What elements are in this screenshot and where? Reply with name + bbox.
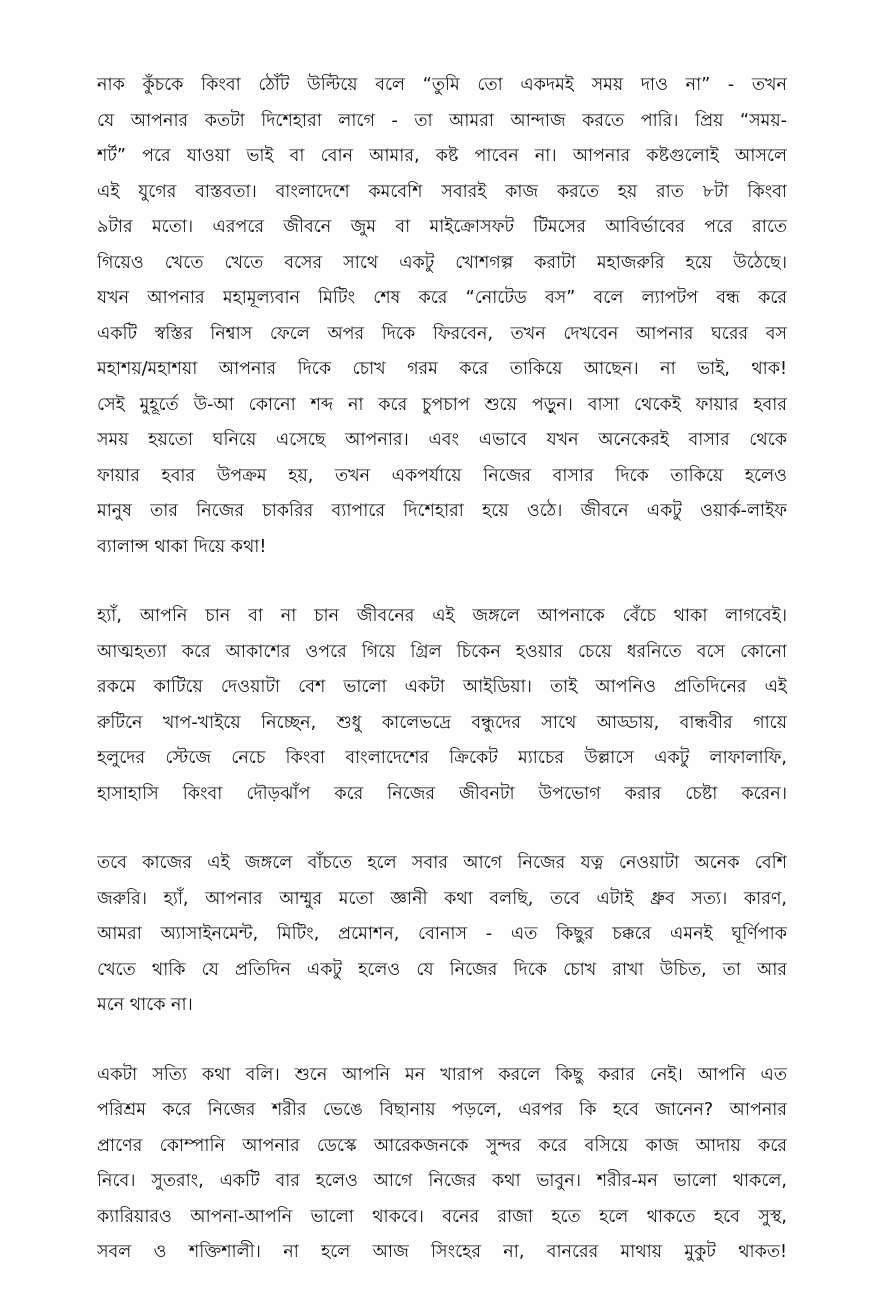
- text-line: গিয়েও খেতে খেতে বসের সাথে একটু খোশগল্প করাটা মহাজরুরি হয়ে উঠেছে।: [97, 252, 787, 273]
- text-line: সবল ও শক্তিশালী। না হলে আজ সিংহের না, বানরের মাথায় মুকুট থাকত!: [97, 1242, 787, 1262]
- text-line: আত্মহত্যা করে আকাশের ওপরে গিয়ে গ্রিল চিকেন হওয়ার চেয়ে ধরনিতে বসে কোনো: [97, 641, 787, 662]
- text-line: যখন আপনার মহামূল্যবান মিটিং শেষ করে “নোটেড বস” বলে ল্যাপটপ বন্ধ করে: [97, 288, 787, 308]
- text-line: রকমে কাটিয়ে দেওয়াটা বেশ ভালো একটা আইডিয়া। তাই আপনিও প্রতিদিনের এই: [97, 677, 787, 697]
- text-line: এই যুগের বাস্তবতা। বাংলাদেশে কমবেশি সবারই কাজ করতে হয় রাত ৮টা কিংবা: [97, 181, 787, 202]
- text-line: মনে থাকে না।: [97, 995, 193, 1015]
- text-line: যে আপনার কতটা দিশেহারা লাগে - তা আমরা আন্দাজ করতে পারি। প্রিয় “সময়-: [97, 110, 787, 131]
- text-line: রুটিনে খাপ-খাইয়ে নিচ্ছেন, শুধু কালেভদ্রে বন্ধুদের সাথে আড্ডায়, বান্ধবীর গায়ে: [97, 712, 787, 733]
- text-line: খেতে থাকি যে প্রতিদিন একটু হলেও যে নিজের দিকে চোখ রাখা উচিত, তা আর: [97, 959, 787, 980]
- page-text: [97, 68, 787, 1305]
- text-line: আমরা অ্যাসাইনমেন্ট, মিটিং, প্রমোশন, বোনাস - এত কিছুর চক্করে এমনই ঘূর্ণিপাক: [97, 924, 787, 944]
- text-line: ফায়ার হবার উপক্রম হয়, তখন একপর্যায়ে নিজের বাসার দিকে তাকিয়ে হলেও: [97, 465, 787, 486]
- text-line: একটি স্বস্তির নিশ্বাস ফেলে অপর দিকে ফিরবেন, তখন দেখবেন আপনার ঘরের বস: [97, 323, 787, 344]
- paragraph-3: [97, 846, 787, 1024]
- text-line: নাক কুঁচকে কিংবা ঠোঁট উল্টিয়ে বলে “তুমি তো একদমই সময় দাও না” - তখন: [97, 75, 787, 95]
- text-line: তবে কাজের এই জঙ্গলে বাঁচতে হলে সবার আগে নিজের যত্ন নেওয়াটা অনেক বেশি: [97, 853, 787, 873]
- text-line: মানুষ তার নিজের চাকরির ব্যাপারে দিশেহারা হয়ে ওঠে। জীবনে একটু ওয়ার্ক-লাইফ: [97, 501, 787, 521]
- paragraph-1: [97, 68, 787, 565]
- text-line: সময় হয়তো ঘনিয়ে এসেছে আপনার। এবং এভাবে যখন অনেকেরই বাসার থেকে: [97, 430, 787, 450]
- text-line: ক্যারিয়ারও আপনা-আপনি ভালো থাকবে। বনের রাজা হতে হলে থাকতে হবে সুস্থ,: [97, 1206, 787, 1227]
- text-line: ব্যালান্স থাকা দিয়ে কথা!: [97, 536, 267, 557]
- text-line: হলুদের স্টেজে নেচে কিংবা বাংলাদেশের ক্রিকেট ম্যাচের উল্লাসে একটু লাফালাফি,: [97, 748, 787, 768]
- text-line: হ্যাঁ, আপনি চান বা না চান জীবনের এই জঙ্গলে আপনাকে বেঁচে থাকা লাগবেই।: [97, 606, 787, 626]
- paragraph-2: [97, 599, 787, 812]
- text-line: নিবে। সুতরাং, একটি বার হলেও আগে নিজের কথা ভাবুন। শরীর-মন ভালো থাকলে,: [97, 1171, 787, 1191]
- text-line: সেই মুহূর্তে উ-আ কোনো শব্দ না করে চুপচাপ শুয়ে পড়ুন। বাসা থেকেই ফায়ার হবার: [97, 394, 787, 415]
- text-line: পরিশ্রম করে নিজের শরীর ভেঙে বিছানায় পড়লে, এরপর কি হবে জানেন? আপনার: [97, 1100, 787, 1120]
- text-line: ৯টার মতো। এরপরে জীবনে জুম বা মাইক্রোসফট টিমসের আবির্ভাবের পরে রাতে: [97, 217, 787, 237]
- text-line: মহাশয়/মহাশয়া আপনার দিকে চোখ গরম করে তাকিয়ে আছেন। না ভাই, থাক!: [97, 359, 787, 379]
- paragraph-4: [97, 1058, 787, 1271]
- text-line: প্রাণের কোম্পানি আপনার ডেস্কে আরেকজনকে সুন্দর করে বসিয়ে কাজ আদায় করে: [97, 1135, 787, 1156]
- text-line: একটা সত্যি কথা বলি। শুনে আপনি মন খারাপ করলে কিছু করার নেই। আপনি এত: [97, 1064, 787, 1085]
- text-line: জরুরি। হ্যাঁ, আপনার আম্মুর মতো জ্ঞানী কথা বলছি, তবে এটাই ধ্রুব সত্য। কারণ,: [97, 888, 787, 909]
- text-line: শর্ট” পরে যাওয়া ভাই বা বোন আমার, কষ্ট পাবেন না। আপনার কষ্টগুলোই আসলে: [97, 146, 787, 166]
- text-line: হাসাহাসি কিংবা দৌড়ঝাঁপ করে নিজের জীবনটা উপভোগ করার চেষ্টা করেন।: [97, 783, 787, 804]
